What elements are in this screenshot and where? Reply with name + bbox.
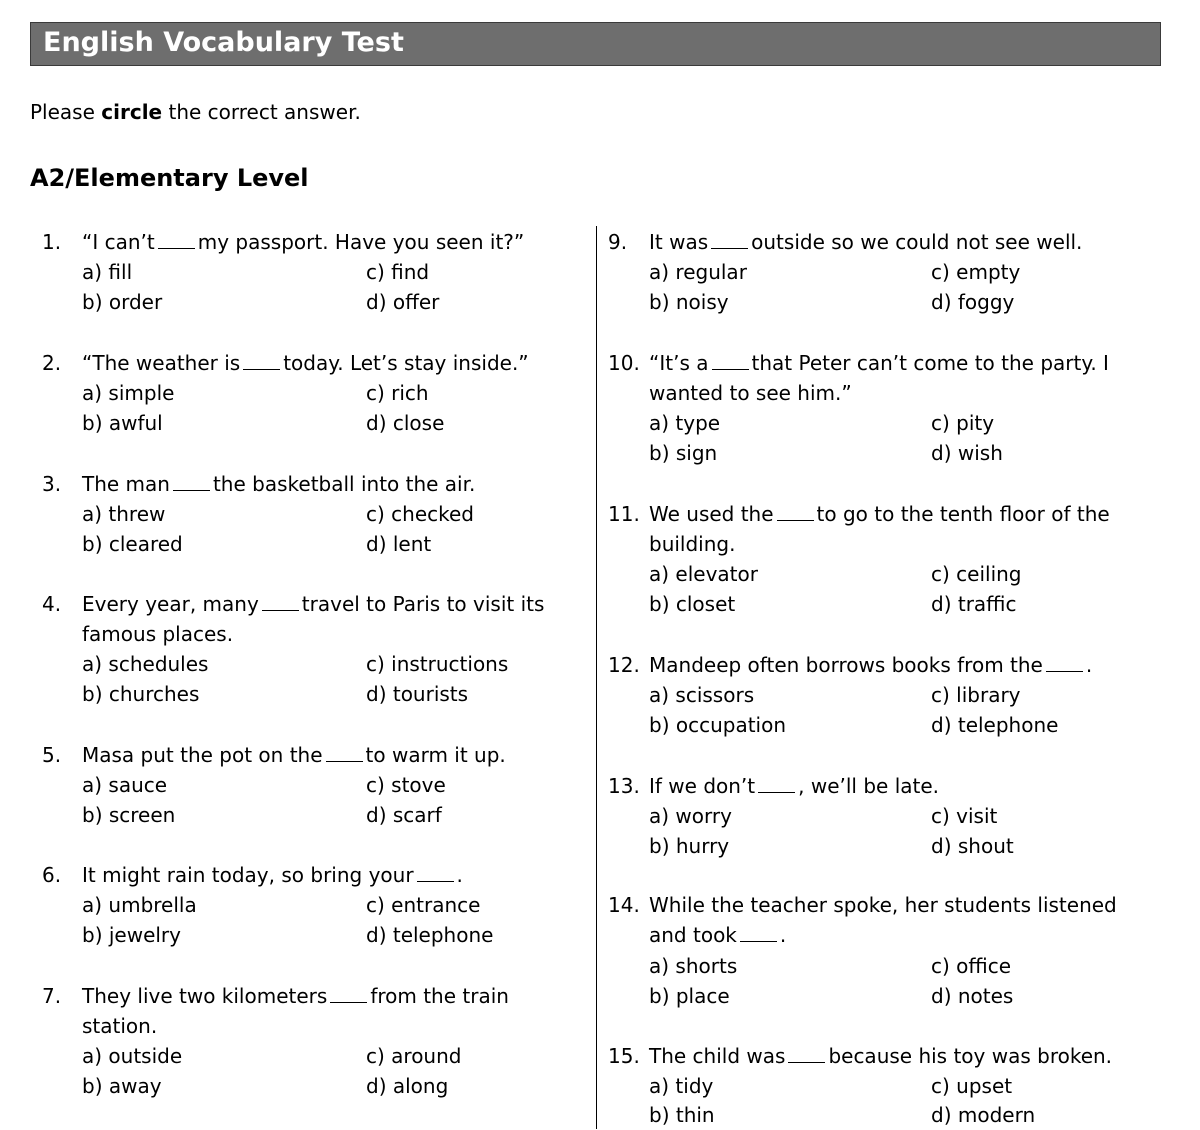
option-d[interactable]: d) shout bbox=[931, 834, 1014, 858]
title-bar bbox=[30, 22, 1161, 66]
option-c[interactable]: c) empty bbox=[931, 260, 1021, 284]
option-c[interactable]: c) rich bbox=[366, 381, 429, 405]
option-a[interactable]: a) scissors bbox=[649, 683, 755, 707]
option-b[interactable]: b) cleared bbox=[82, 532, 183, 556]
option-d[interactable]: d) scarf bbox=[366, 803, 442, 827]
option-a[interactable]: a) simple bbox=[82, 381, 175, 405]
option-b[interactable]: b) hurry bbox=[649, 834, 730, 858]
answer-blank bbox=[758, 774, 795, 793]
option-b[interactable]: b) jewelry bbox=[82, 923, 181, 947]
level-heading: A2/Elementary Level bbox=[30, 164, 309, 192]
answer-blank bbox=[711, 230, 748, 249]
answer-blank bbox=[1046, 653, 1083, 672]
option-b[interactable]: b) order bbox=[82, 290, 163, 314]
column-divider bbox=[596, 226, 597, 1129]
option-c[interactable]: c) library bbox=[931, 683, 1021, 707]
option-b[interactable]: b) screen bbox=[82, 803, 176, 827]
instructions: Please circle the correct answer. bbox=[30, 100, 361, 124]
answer-blank bbox=[326, 743, 363, 762]
option-d[interactable]: d) tourists bbox=[366, 682, 469, 706]
option-b[interactable]: b) closet bbox=[649, 592, 736, 616]
option-c[interactable]: c) pity bbox=[931, 411, 995, 435]
option-c[interactable]: c) instructions bbox=[366, 652, 509, 676]
option-a[interactable]: a) regular bbox=[649, 260, 747, 284]
instruction-emphasis: circle bbox=[101, 100, 163, 124]
option-b[interactable]: b) away bbox=[82, 1074, 162, 1098]
option-a[interactable]: a) tidy bbox=[649, 1074, 714, 1098]
option-d[interactable]: d) foggy bbox=[931, 290, 1015, 314]
option-b[interactable]: b) noisy bbox=[649, 290, 729, 314]
answer-blank bbox=[158, 230, 195, 249]
option-d[interactable]: d) wish bbox=[931, 441, 1003, 465]
option-c[interactable]: c) entrance bbox=[366, 893, 481, 917]
option-a[interactable]: a) fill bbox=[82, 260, 133, 284]
option-d[interactable]: d) close bbox=[366, 411, 445, 435]
option-d[interactable]: d) notes bbox=[931, 984, 1014, 1008]
option-b[interactable]: b) place bbox=[649, 984, 730, 1008]
option-b[interactable]: b) churches bbox=[82, 682, 200, 706]
option-d[interactable]: d) traffic bbox=[931, 592, 1017, 616]
option-a[interactable]: a) schedules bbox=[82, 652, 209, 676]
option-b[interactable]: b) occupation bbox=[649, 713, 787, 737]
option-d[interactable]: d) modern bbox=[931, 1103, 1036, 1127]
option-a[interactable]: a) sauce bbox=[82, 773, 168, 797]
option-a[interactable]: a) worry bbox=[649, 804, 732, 828]
option-d[interactable]: d) lent bbox=[366, 532, 432, 556]
option-b[interactable]: b) sign bbox=[649, 441, 718, 465]
option-c[interactable]: c) find bbox=[366, 260, 430, 284]
option-a[interactable]: a) type bbox=[649, 411, 721, 435]
answer-blank bbox=[740, 923, 777, 942]
option-c[interactable]: c) office bbox=[931, 954, 1012, 978]
answer-blank bbox=[330, 984, 367, 1003]
option-c[interactable]: c) checked bbox=[366, 502, 474, 526]
option-c[interactable]: c) ceiling bbox=[931, 562, 1022, 586]
option-a[interactable]: a) outside bbox=[82, 1044, 183, 1068]
option-b[interactable]: b) awful bbox=[82, 411, 163, 435]
answer-blank bbox=[777, 502, 814, 521]
answer-blank bbox=[243, 351, 280, 370]
option-d[interactable]: d) along bbox=[366, 1074, 449, 1098]
option-a[interactable]: a) threw bbox=[82, 502, 166, 526]
option-d[interactable]: d) offer bbox=[366, 290, 440, 314]
answer-blank bbox=[788, 1044, 825, 1063]
option-a[interactable]: a) shorts bbox=[649, 954, 738, 978]
answer-blank bbox=[417, 863, 454, 882]
option-c[interactable]: c) around bbox=[366, 1044, 462, 1068]
option-a[interactable]: a) umbrella bbox=[82, 893, 197, 917]
option-c[interactable]: c) stove bbox=[366, 773, 446, 797]
option-c[interactable]: c) visit bbox=[931, 804, 998, 828]
option-d[interactable]: d) telephone bbox=[931, 713, 1059, 737]
option-b[interactable]: b) thin bbox=[649, 1103, 715, 1127]
option-a[interactable]: a) elevator bbox=[649, 562, 758, 586]
page-title: English Vocabulary Test bbox=[43, 27, 404, 58]
answer-blank bbox=[712, 351, 749, 370]
option-d[interactable]: d) telephone bbox=[366, 923, 494, 947]
answer-blank bbox=[173, 472, 210, 491]
answer-blank bbox=[262, 592, 299, 611]
option-c[interactable]: c) upset bbox=[931, 1074, 1013, 1098]
